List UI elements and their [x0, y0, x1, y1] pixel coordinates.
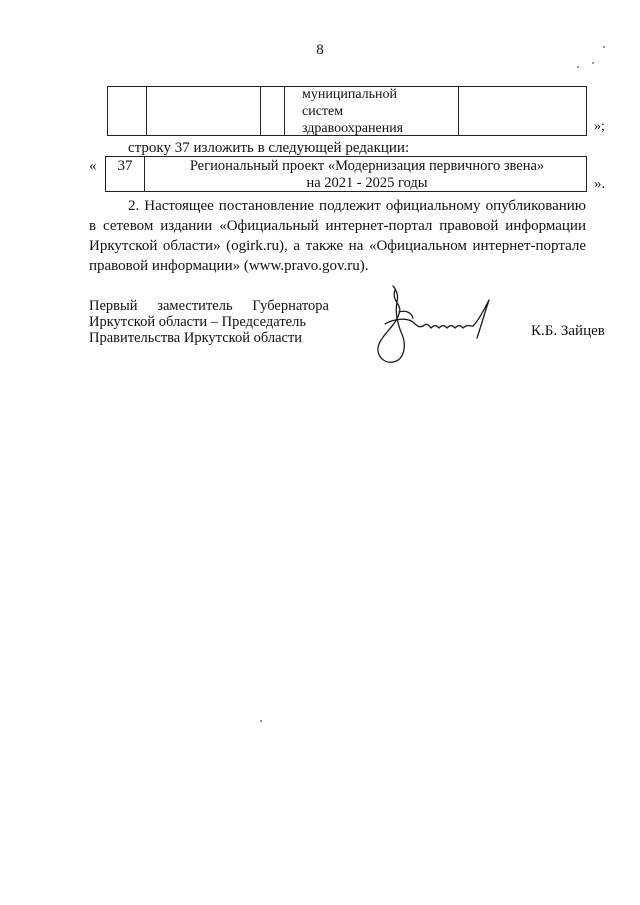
- signer-name: К.Б. Зайцев: [531, 323, 605, 339]
- row-number: 37: [117, 158, 133, 174]
- closing-quote: »;: [594, 119, 605, 134]
- scan-speck: [603, 46, 605, 48]
- page-number: 8: [316, 42, 324, 58]
- body-paragraph: 2. Настоящее постановление подлежит официальному опубликованию в сетевом издании «Официальный интернет-портал правовой информации Иркутской области» (ogirk.ru), а также на «Официальном интернет-портале правовой информации» (www.pravo.gov.ru).: [89, 198, 586, 274]
- scan-speck: [260, 720, 262, 722]
- handwritten-signature: [355, 282, 515, 377]
- table-cell-line: здравоохранения: [302, 121, 404, 136]
- row-text-line: Региональный проект «Модернизация первичного звена»: [189, 158, 545, 174]
- opening-quote: «: [89, 158, 97, 174]
- signatory-line: Первый заместитель Губернатора: [89, 298, 329, 314]
- table-cell-line: муниципальной: [302, 87, 398, 102]
- table-column-divider: [260, 87, 261, 135]
- row-text: [147, 158, 587, 192]
- signatory-line: Правительства Иркутской области: [89, 330, 303, 346]
- row-text-line: на 2021 - 2025 годы: [306, 175, 428, 191]
- scan-speck: [592, 62, 594, 64]
- table-cell-text: [302, 86, 454, 137]
- table-column-divider: [146, 87, 147, 135]
- scan-speck: [577, 66, 579, 68]
- instruction-text: строку 37 изложить в следующей редакции:: [128, 140, 410, 156]
- table-column-divider: [144, 157, 145, 191]
- signatory-title: [89, 298, 329, 346]
- table-cell-line: систем: [302, 104, 344, 119]
- signatory-line: Иркутской области – Председатель: [89, 314, 306, 330]
- table-column-divider: [284, 87, 285, 135]
- closing-quote: ».: [594, 176, 606, 192]
- table-column-divider: [458, 87, 459, 135]
